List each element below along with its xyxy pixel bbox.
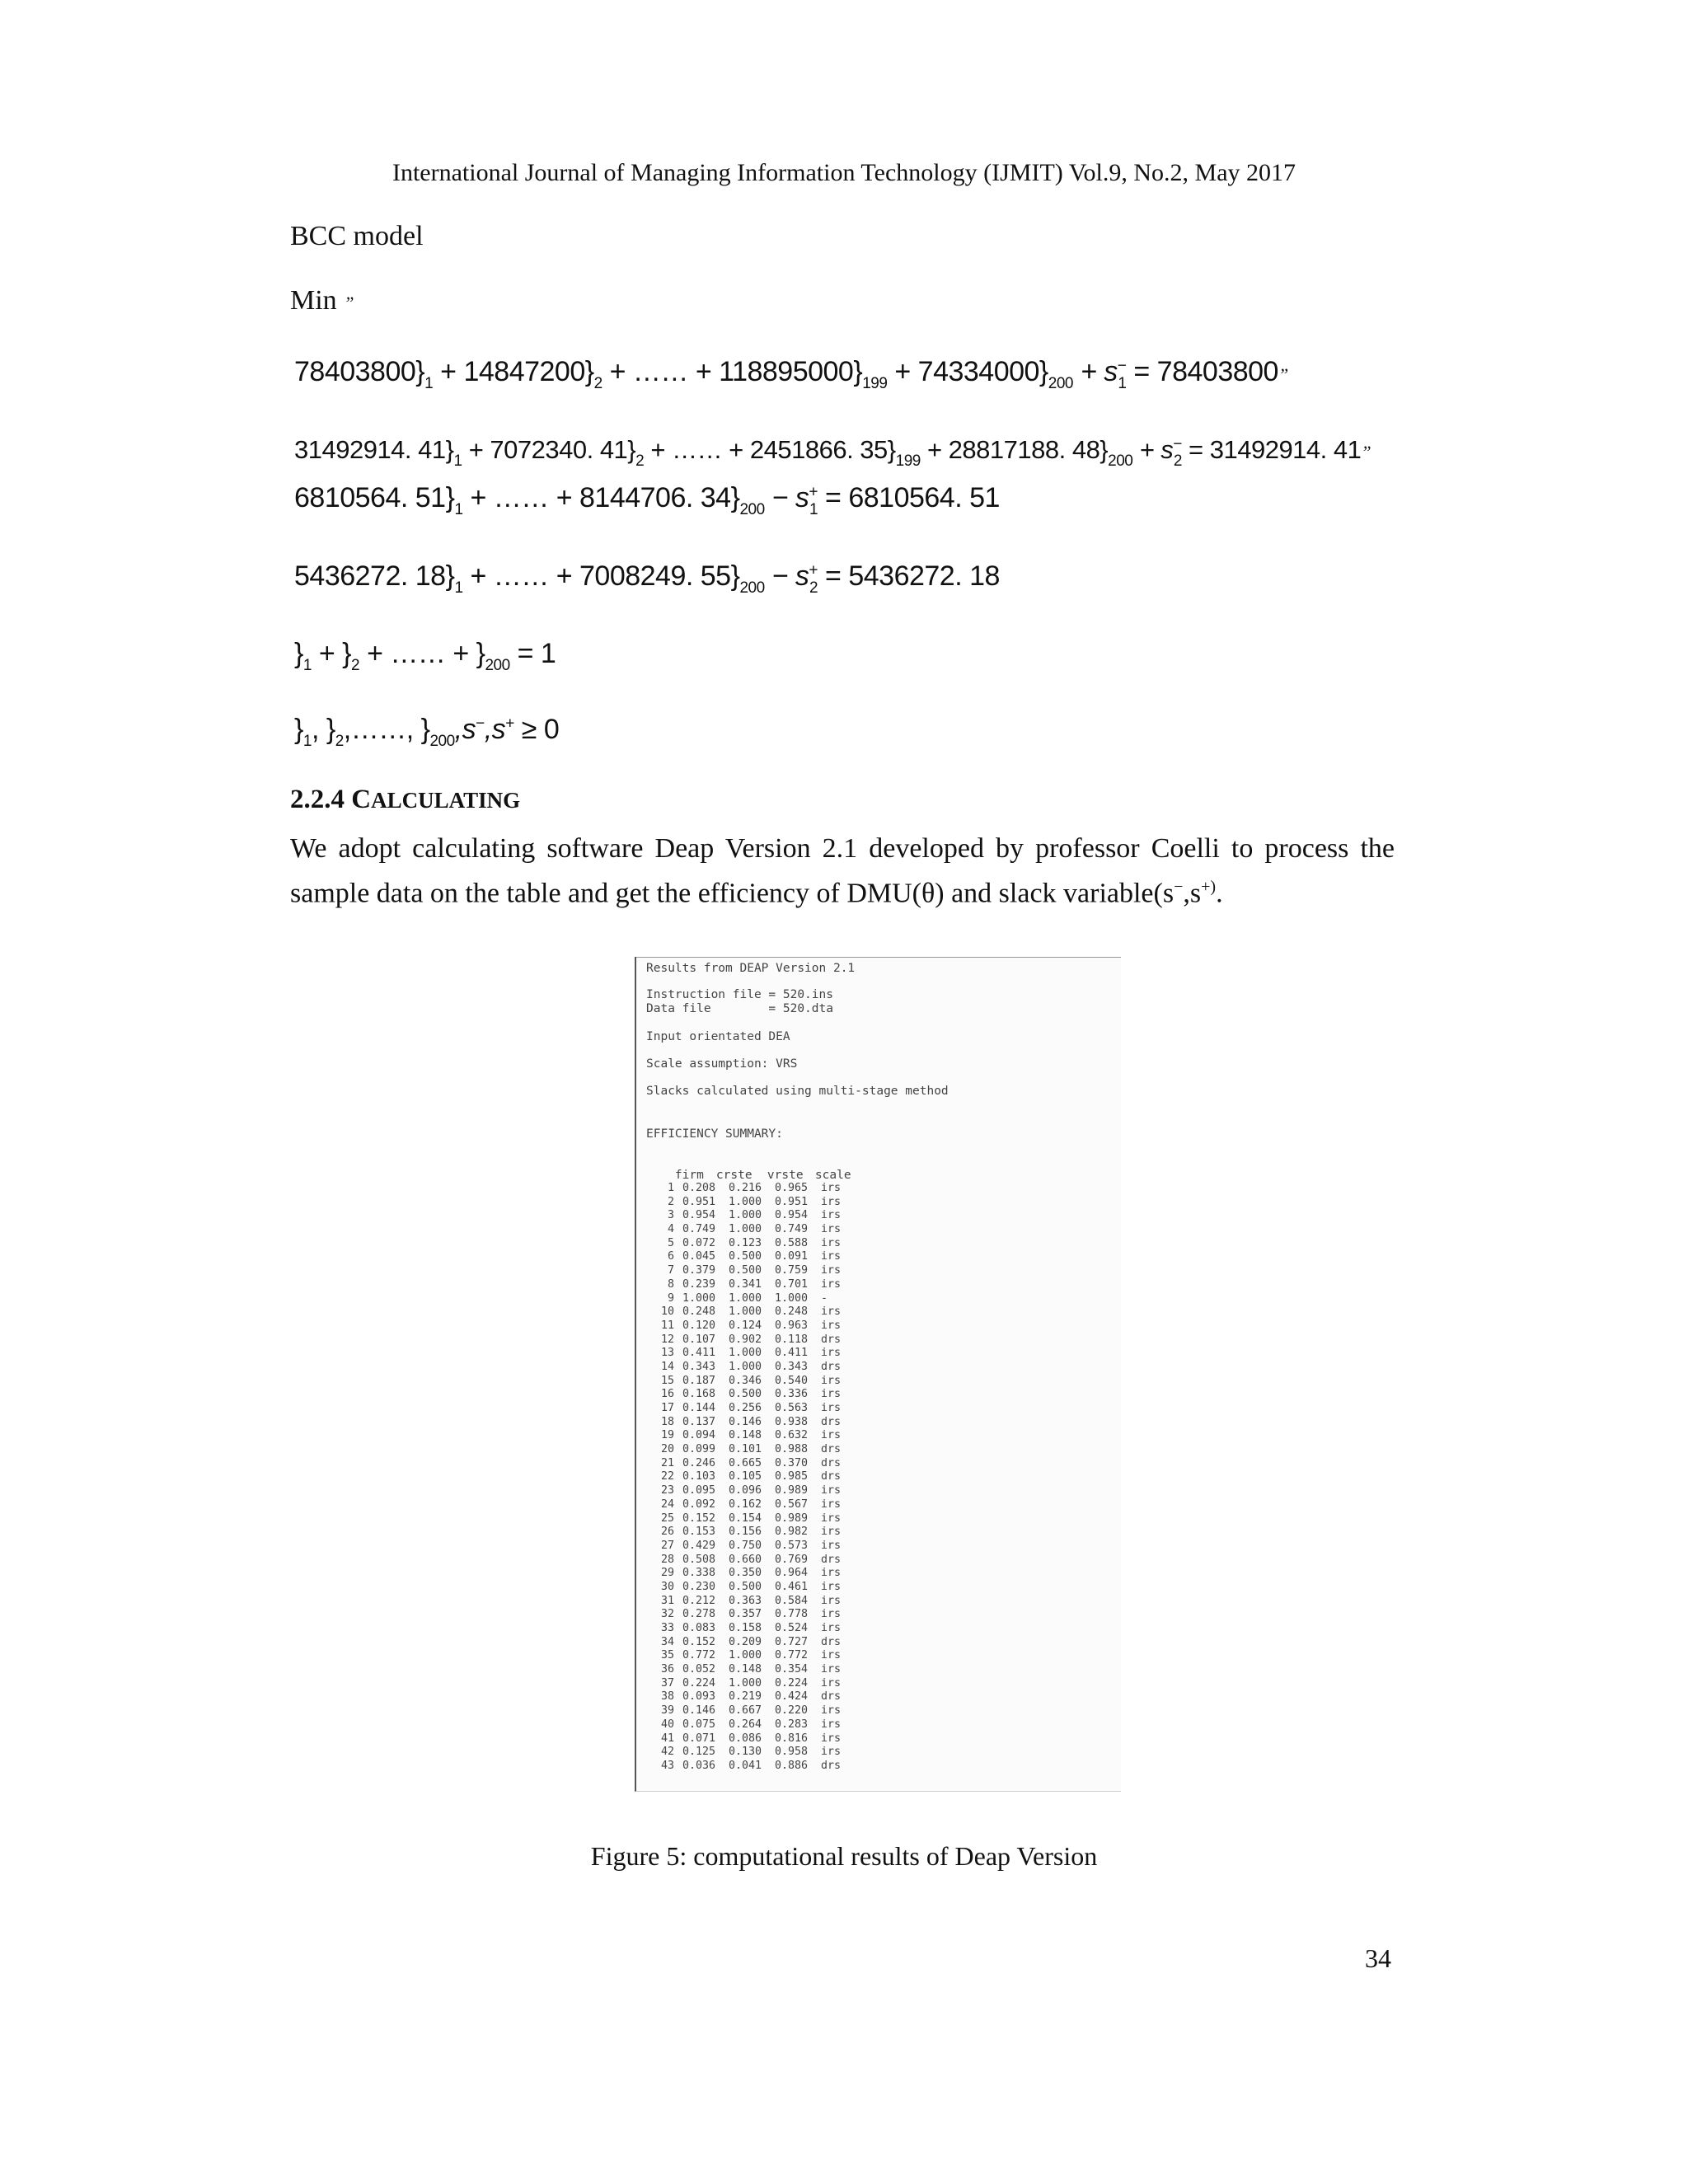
table-row (646, 1677, 846, 1691)
scale-cell: 0.283 (775, 1718, 809, 1731)
firm-cell: 23 (660, 1484, 674, 1497)
firm-cell: 9 (667, 1291, 674, 1305)
crste-cell: 0.095 (682, 1484, 716, 1497)
table-row (646, 1622, 846, 1636)
rts-cell: irs (821, 1484, 842, 1497)
rts-cell: irs (821, 1305, 842, 1319)
scale-cell: 0.964 (775, 1567, 809, 1580)
firm-cell: 30 (660, 1580, 674, 1593)
table-row (646, 1278, 846, 1292)
rts-cell: drs (821, 1635, 842, 1648)
crste-cell: 0.071 (682, 1732, 716, 1745)
scale-cell: 0.461 (775, 1580, 809, 1593)
crste-cell: 0.099 (682, 1443, 716, 1456)
firm-cell: 15 (660, 1374, 674, 1387)
crste-cell: 0.094 (682, 1429, 716, 1442)
crste-cell: 0.072 (682, 1236, 716, 1249)
firm-cell: 24 (660, 1497, 674, 1511)
rts-cell: irs (821, 1622, 842, 1634)
rts-cell: drs (821, 1690, 842, 1704)
firm-cell: 41 (660, 1732, 674, 1745)
crste-cell: 0.772 (682, 1649, 716, 1662)
vrste-cell: 0.148 (729, 1663, 762, 1676)
firm-cell: 29 (660, 1567, 674, 1580)
vrste-cell: 0.660 (729, 1553, 762, 1566)
scale-cell: 0.220 (775, 1704, 809, 1718)
rts-cell: irs (821, 1250, 842, 1263)
table-row (646, 1512, 846, 1526)
table-row (646, 1182, 846, 1196)
scale-cell: 0.632 (775, 1429, 809, 1442)
constraint-1: $78403800\}_1 + 14847200\}_2$ + …… + $118895000\}_{199} + 74334000\}_{200} + s^-_1 = 78403800$” (294, 356, 1288, 392)
crste-cell: 0.075 (682, 1718, 716, 1731)
rts-cell: irs (821, 1567, 842, 1580)
firm-cell: 19 (660, 1429, 674, 1442)
vrste-cell: 0.750 (729, 1539, 762, 1552)
table-row (646, 1416, 846, 1430)
page-number: 34 (1365, 1943, 1391, 1973)
crste-cell: 0.137 (682, 1415, 716, 1428)
table-row (646, 1292, 846, 1306)
vrste-cell: 0.500 (729, 1250, 762, 1263)
figure-data-line: Data file = 520.dta (646, 1002, 833, 1015)
scale-cell: 0.354 (775, 1663, 809, 1676)
rts-cell: irs (821, 1663, 842, 1676)
crste-cell: 0.103 (682, 1470, 716, 1483)
vrste-cell: 1.000 (729, 1347, 762, 1360)
crste-cell: 0.508 (682, 1553, 716, 1566)
rts-cell: irs (821, 1182, 842, 1194)
vrste-cell: 1.000 (729, 1305, 762, 1319)
vrste-cell: 0.162 (729, 1497, 762, 1511)
rts-cell: irs (821, 1264, 842, 1277)
crste-cell: 0.239 (682, 1277, 716, 1291)
table-row (646, 1663, 846, 1677)
crste-cell: 0.246 (682, 1456, 716, 1469)
vrste-cell: 0.146 (729, 1415, 762, 1428)
vrste-cell: 0.216 (729, 1182, 762, 1194)
scale-cell: 0.749 (775, 1223, 809, 1236)
scale-cell: 0.336 (775, 1388, 809, 1401)
crste-cell: 0.224 (682, 1676, 716, 1690)
rts-cell: drs (821, 1759, 842, 1772)
scale-cell: 0.588 (775, 1236, 809, 1249)
table-row (646, 1388, 846, 1402)
rts-cell: irs (821, 1594, 842, 1607)
rts-cell: irs (821, 1277, 842, 1291)
scale-cell: 0.224 (775, 1676, 809, 1690)
crste-cell: 0.092 (682, 1497, 716, 1511)
rts-cell: irs (821, 1388, 842, 1401)
table-row (646, 1457, 846, 1471)
table-row (646, 1429, 846, 1443)
table-row (646, 1402, 846, 1416)
firm-cell: 3 (667, 1209, 674, 1222)
figure-slacks-line: Slacks calculated using multi-stage method (646, 1085, 949, 1098)
rts-cell: irs (821, 1209, 842, 1222)
crste-cell: 0.052 (682, 1663, 716, 1676)
rts-cell: irs (821, 1704, 842, 1718)
scale-cell: 0.411 (775, 1347, 809, 1360)
table-row (646, 1209, 846, 1223)
crste-cell: 0.208 (682, 1182, 716, 1194)
scale-cell: 0.540 (775, 1374, 809, 1387)
scale-cell: 0.727 (775, 1635, 809, 1648)
firm-cell: 2 (667, 1195, 674, 1208)
vrste-cell: 0.124 (729, 1319, 762, 1332)
table-row (646, 1333, 846, 1347)
table-row (646, 1498, 846, 1512)
scale-cell: 0.988 (775, 1443, 809, 1456)
table-row (646, 1264, 846, 1278)
table-row (646, 1196, 846, 1210)
figure-title-line: Results from DEAP Version 2.1 (646, 962, 856, 975)
table-row (646, 1361, 846, 1375)
table-row (646, 1470, 846, 1484)
scale-cell: 0.772 (775, 1649, 809, 1662)
rts-cell: irs (821, 1676, 842, 1690)
scale-cell: 0.989 (775, 1511, 809, 1525)
vrste-cell: 0.363 (729, 1594, 762, 1607)
model-title: BCC model (290, 221, 424, 251)
crste-cell: 0.036 (682, 1759, 716, 1772)
vrste-cell: 0.219 (729, 1690, 762, 1704)
vrste-cell: 1.000 (729, 1195, 762, 1208)
convexity-constraint: }$_1 + \}_2$ + …… + }$_{200} = 1$ (294, 638, 556, 674)
constraint-2: 31492914. $41\}_1 + 7072340$. $41\}_2$ + …… + 2451866. $35\}_{199} + 28817188$. $48\}_{200} + s^-_2 = 31492914$. 41” (294, 435, 1372, 470)
scale-cell: 0.951 (775, 1195, 809, 1208)
vrste-cell: 0.130 (729, 1746, 762, 1759)
rts-cell: irs (821, 1347, 842, 1360)
table-row (646, 1347, 846, 1361)
figure-table-header: firm crste vrste scale (674, 1169, 851, 1182)
scale-cell: 0.963 (775, 1319, 809, 1332)
vrste-cell: 1.000 (729, 1291, 762, 1305)
firm-cell: 34 (660, 1635, 674, 1648)
vrste-cell: 0.086 (729, 1732, 762, 1745)
firm-cell: 32 (660, 1608, 674, 1621)
firm-cell: 10 (660, 1305, 674, 1319)
crste-cell: 0.230 (682, 1580, 716, 1593)
firm-cell: 5 (667, 1236, 674, 1249)
vrste-cell: 0.341 (729, 1277, 762, 1291)
rts-cell: - (821, 1291, 828, 1305)
vrste-cell: 0.500 (729, 1264, 762, 1277)
rts-cell: irs (821, 1608, 842, 1621)
crste-cell: 0.168 (682, 1388, 716, 1401)
crste-cell: 0.278 (682, 1608, 716, 1621)
crste-cell: 0.125 (682, 1746, 716, 1759)
firm-cell: 14 (660, 1360, 674, 1373)
rts-cell: irs (821, 1732, 842, 1745)
crste-cell: 0.411 (682, 1347, 716, 1360)
constraint-3: 6810564. $51\}_1$ + …… + 8144706. $34\}_{200} - s^+_1 = 6810564$. 51 (294, 482, 1000, 518)
firm-cell: 21 (660, 1456, 674, 1469)
scale-cell: 0.524 (775, 1622, 809, 1634)
scale-cell: 0.982 (775, 1526, 809, 1539)
vrste-cell: 0.101 (729, 1443, 762, 1456)
crste-cell: 0.107 (682, 1333, 716, 1346)
table-row (646, 1223, 846, 1237)
crste-cell: 0.749 (682, 1223, 716, 1236)
scale-cell: 0.965 (775, 1182, 809, 1194)
crste-cell: 0.343 (682, 1360, 716, 1373)
firm-cell: 28 (660, 1553, 674, 1566)
vrste-cell: 0.500 (729, 1580, 762, 1593)
firm-cell: 12 (660, 1333, 674, 1346)
scale-cell: 0.563 (775, 1402, 809, 1414)
vrste-cell: 0.902 (729, 1333, 762, 1346)
table-row (646, 1746, 846, 1760)
crste-cell: 0.146 (682, 1704, 716, 1718)
firm-cell: 22 (660, 1470, 674, 1483)
scale-cell: 0.954 (775, 1209, 809, 1222)
vrste-cell: 0.041 (729, 1759, 762, 1772)
deap-output-figure (635, 957, 1121, 1792)
table-row (646, 1732, 846, 1746)
scale-cell: 0.424 (775, 1690, 809, 1704)
vrste-cell: 0.357 (729, 1608, 762, 1621)
table-row (646, 1649, 846, 1663)
firm-cell: 11 (660, 1319, 674, 1332)
rts-cell: drs (821, 1333, 842, 1346)
crste-cell: 0.951 (682, 1195, 716, 1208)
figure-caption: Figure 5: computational results of Deap Version (590, 1841, 1098, 1871)
vrste-cell: 0.148 (729, 1429, 762, 1442)
scale-cell: 0.118 (775, 1333, 809, 1346)
table-row (646, 1581, 846, 1595)
scale-cell: 0.759 (775, 1264, 809, 1277)
firm-cell: 8 (667, 1277, 674, 1291)
scale-cell: 0.573 (775, 1539, 809, 1552)
vrste-cell: 1.000 (729, 1649, 762, 1662)
objective-line (290, 285, 354, 316)
vrste-cell: 0.256 (729, 1402, 762, 1414)
scale-cell: 0.886 (775, 1759, 809, 1772)
rts-cell: irs (821, 1497, 842, 1511)
vrste-cell: 1.000 (729, 1223, 762, 1236)
vrste-cell: 0.667 (729, 1704, 762, 1718)
vrste-cell: 0.264 (729, 1718, 762, 1731)
scale-cell: 0.989 (775, 1484, 809, 1497)
firm-cell: 43 (660, 1759, 674, 1772)
rts-cell: irs (821, 1223, 842, 1236)
scale-cell: 0.370 (775, 1456, 809, 1469)
rts-cell: irs (821, 1511, 842, 1525)
scale-cell: 0.985 (775, 1470, 809, 1483)
scale-cell: 0.778 (775, 1608, 809, 1621)
body-paragraph: We adopt calculating software Deap Version 2.1 developed by professor Coelli to process the sample data on the table and get the efficiency of DMU(θ) and slack variable(s−,s+). (290, 833, 1395, 909)
rts-cell: drs (821, 1553, 842, 1566)
rts-cell: irs (821, 1580, 842, 1593)
crste-cell: 0.152 (682, 1635, 716, 1648)
table-row (646, 1305, 846, 1319)
firm-cell: 33 (660, 1622, 674, 1634)
objective-text: Min (290, 285, 337, 316)
firm-cell: 26 (660, 1526, 674, 1539)
crste-cell: 1.000 (682, 1291, 716, 1305)
vrste-cell: 0.158 (729, 1622, 762, 1634)
rts-cell: irs (821, 1539, 842, 1552)
table-row (646, 1237, 846, 1251)
rts-cell: drs (821, 1456, 842, 1469)
rts-cell: irs (821, 1746, 842, 1759)
firm-cell: 25 (660, 1511, 674, 1525)
rts-cell: drs (821, 1470, 842, 1483)
scale-cell: 0.567 (775, 1497, 809, 1511)
table-row (646, 1595, 846, 1609)
crste-cell: 0.379 (682, 1264, 716, 1277)
firm-cell: 7 (667, 1264, 674, 1277)
firm-cell: 17 (660, 1402, 674, 1414)
scale-cell: 0.938 (775, 1415, 809, 1428)
rts-cell: irs (821, 1195, 842, 1208)
table-row (646, 1540, 846, 1554)
objective-mark: ” (344, 293, 354, 313)
rts-cell: drs (821, 1415, 842, 1428)
firm-cell: 16 (660, 1388, 674, 1401)
vrste-cell: 0.346 (729, 1374, 762, 1387)
crste-cell: 0.093 (682, 1690, 716, 1704)
firm-cell: 1 (667, 1182, 674, 1194)
scale-cell: 0.248 (775, 1305, 809, 1319)
crste-cell: 0.212 (682, 1594, 716, 1607)
scale-cell: 0.091 (775, 1250, 809, 1263)
table-row (646, 1567, 846, 1581)
section-heading: 2.2.4 CALCULATING (290, 785, 521, 814)
crste-cell: 0.248 (682, 1305, 716, 1319)
figure-scale-line: Scale assumption: VRS (646, 1057, 798, 1071)
efficiency-table (646, 1182, 846, 1774)
constraint-4: 5436272. $18\}_1$ + …… + 7008249. $55\}_{200} - s^+_2 = 5436272$. 18 (294, 560, 1000, 597)
crste-cell: 0.120 (682, 1319, 716, 1332)
firm-cell: 6 (667, 1250, 674, 1263)
scale-cell: 0.343 (775, 1360, 809, 1373)
nonnegativity-constraint: }$_1$, }$_2,\dots\dots$, }$_{200},s^-,s^+ \ge 0$ (294, 714, 560, 750)
table-row (646, 1554, 846, 1568)
vrste-cell: 0.105 (729, 1470, 762, 1483)
crste-cell: 0.429 (682, 1539, 716, 1552)
vrste-cell: 0.096 (729, 1484, 762, 1497)
running-header: International Journal of Managing Information Technology (IJMIT) Vol.9, No.2, May 2017 (392, 159, 1296, 186)
firm-cell: 18 (660, 1415, 674, 1428)
vrste-cell: 1.000 (729, 1209, 762, 1222)
table-row (646, 1443, 846, 1457)
rts-cell: drs (821, 1443, 842, 1456)
vrste-cell: 0.350 (729, 1567, 762, 1580)
rts-cell: drs (821, 1360, 842, 1373)
table-row (646, 1375, 846, 1389)
rts-cell: irs (821, 1319, 842, 1332)
table-row (646, 1250, 846, 1264)
crste-cell: 0.144 (682, 1402, 716, 1414)
table-row (646, 1718, 846, 1732)
scale-cell: 0.769 (775, 1553, 809, 1566)
crste-cell: 0.338 (682, 1567, 716, 1580)
crste-cell: 0.187 (682, 1374, 716, 1387)
firm-cell: 4 (667, 1223, 674, 1236)
rts-cell: irs (821, 1402, 842, 1414)
crste-cell: 0.083 (682, 1622, 716, 1634)
firm-cell: 42 (660, 1746, 674, 1759)
scale-cell: 0.701 (775, 1277, 809, 1291)
scale-cell: 1.000 (775, 1291, 809, 1305)
firm-cell: 20 (660, 1443, 674, 1456)
vrste-cell: 0.209 (729, 1635, 762, 1648)
rts-cell: irs (821, 1374, 842, 1387)
scale-cell: 0.584 (775, 1594, 809, 1607)
scale-cell: 0.958 (775, 1746, 809, 1759)
crste-cell: 0.045 (682, 1250, 716, 1263)
rts-cell: irs (821, 1429, 842, 1442)
figure-summary-heading: EFFICIENCY SUMMARY: (646, 1127, 783, 1141)
firm-cell: 40 (660, 1718, 674, 1731)
rts-cell: irs (821, 1718, 842, 1731)
vrste-cell: 0.156 (729, 1526, 762, 1539)
rts-cell: irs (821, 1526, 842, 1539)
table-row (646, 1690, 846, 1704)
table-row (646, 1484, 846, 1498)
firm-cell: 13 (660, 1347, 674, 1360)
table-row (646, 1704, 846, 1718)
firm-cell: 36 (660, 1663, 674, 1676)
crste-cell: 0.152 (682, 1511, 716, 1525)
table-row (646, 1636, 846, 1650)
firm-cell: 31 (660, 1594, 674, 1607)
crste-cell: 0.954 (682, 1209, 716, 1222)
vrste-cell: 1.000 (729, 1360, 762, 1373)
table-row (646, 1319, 846, 1333)
table-row (646, 1760, 846, 1774)
rts-cell: irs (821, 1236, 842, 1249)
firm-cell: 38 (660, 1690, 674, 1704)
firm-cell: 35 (660, 1649, 674, 1662)
scale-cell: 0.816 (775, 1732, 809, 1745)
vrste-cell: 1.000 (729, 1676, 762, 1690)
firm-cell: 37 (660, 1676, 674, 1690)
rts-cell: irs (821, 1649, 842, 1662)
figure-orientation-line: Input orientated DEA (646, 1030, 790, 1043)
crste-cell: 0.153 (682, 1526, 716, 1539)
table-row (646, 1526, 846, 1540)
table-row (646, 1608, 846, 1622)
firm-cell: 39 (660, 1704, 674, 1718)
vrste-cell: 0.154 (729, 1511, 762, 1525)
vrste-cell: 0.123 (729, 1236, 762, 1249)
figure-instruction-line: Instruction file = 520.ins (646, 988, 833, 1001)
vrste-cell: 0.665 (729, 1456, 762, 1469)
vrste-cell: 0.500 (729, 1388, 762, 1401)
firm-cell: 27 (660, 1539, 674, 1552)
